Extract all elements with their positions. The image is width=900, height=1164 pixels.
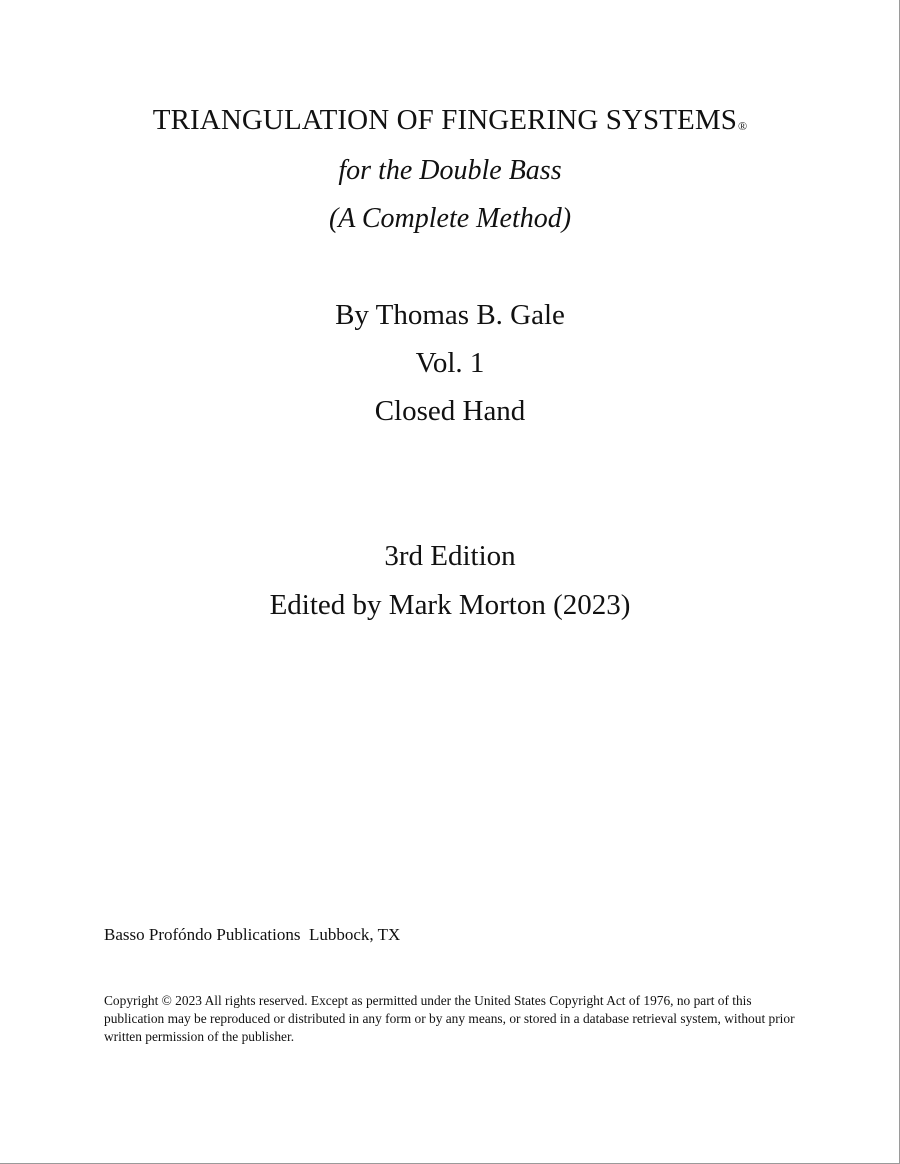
author-line: By Thomas B. Gale [335, 299, 565, 331]
method-subtitle: (A Complete Method) [328, 203, 572, 234]
editor-line: Edited by Mark Morton (2023) [269, 589, 631, 621]
edition-line: 3rd Edition [384, 540, 516, 572]
subtitle: for the Double Bass [338, 155, 562, 186]
publisher-line: Basso Profóndo Publications Lubbock, TX [104, 925, 401, 944]
copyright-notice: Copyright © 2023 All rights reserved. Except as permitted under the United States Copyright Act of 1976, no part of this publication may be reproduced or distributed in any form or by any means, or stored in a database retrieval system, without prior written permission of the publisher. [104, 993, 795, 1044]
main-title [0, 104, 900, 137]
hand-position-line: Closed Hand [374, 395, 526, 427]
volume-line: Vol. 1 [415, 347, 485, 379]
registered-trademark-mark: ® [738, 119, 748, 133]
main-title-text: TRIANGULATION OF FINGERING SYSTEMS [152, 104, 737, 136]
